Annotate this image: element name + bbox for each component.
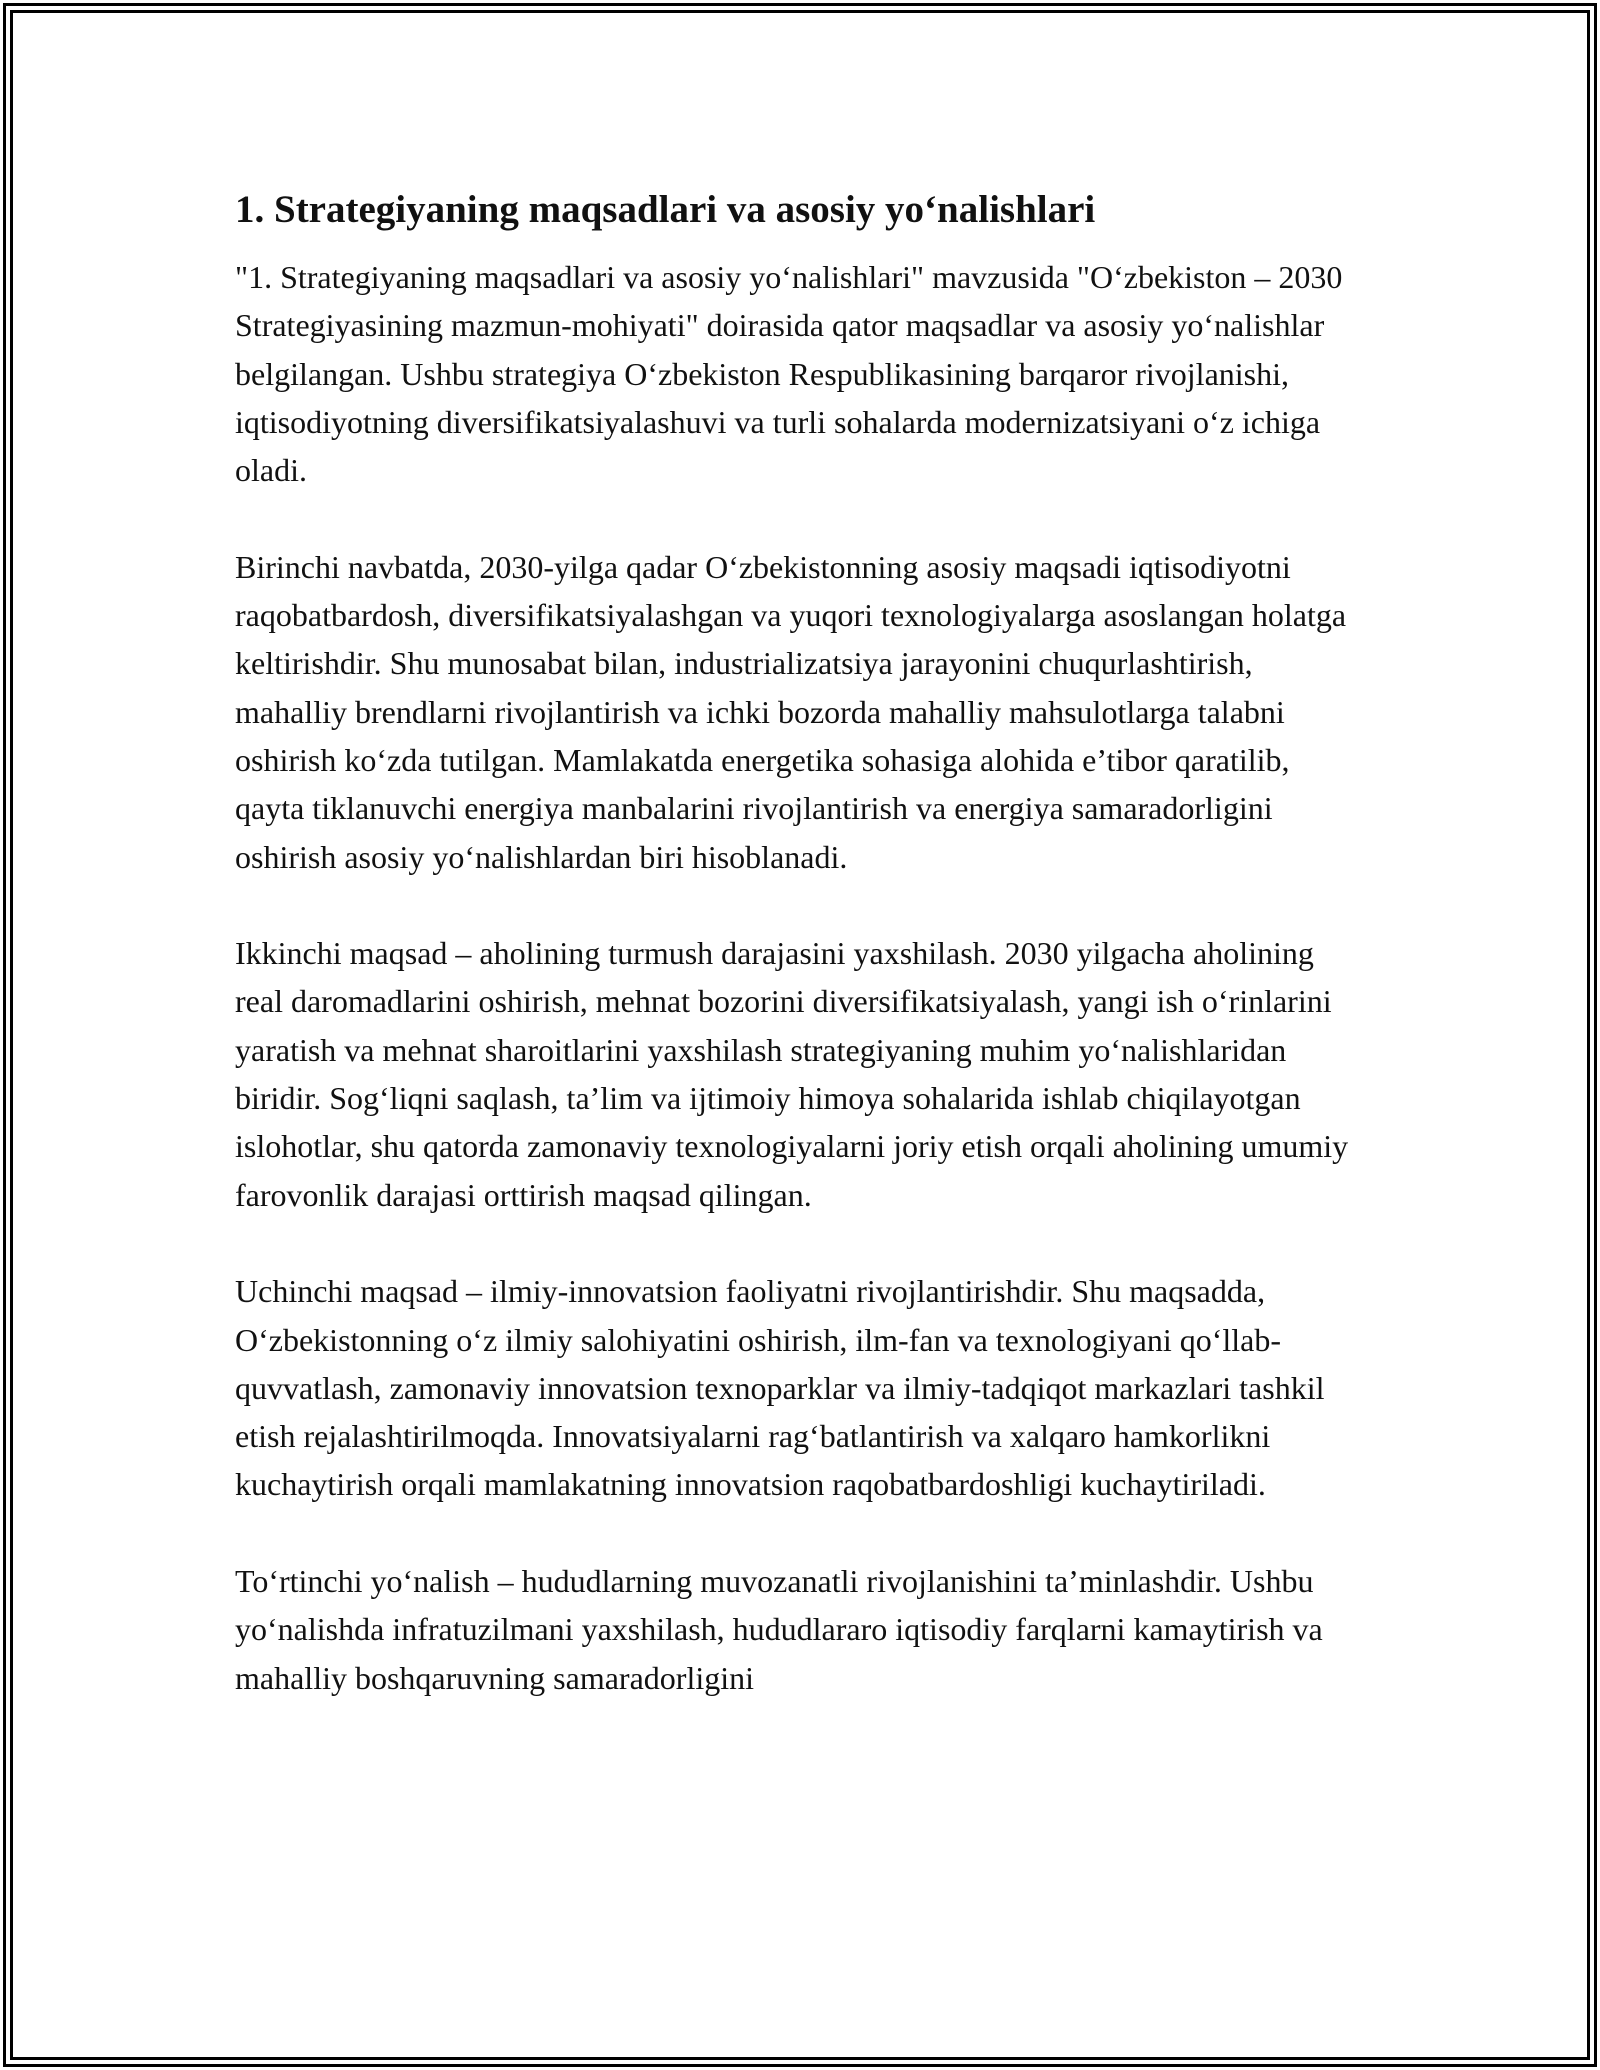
paragraph-fourth-direction: To‘rtinchi yo‘nalish – hududlarning muvozanatli rivojlanishini ta’minlashdir. Ushbu yo‘nalishda infratuzilmani yaxshilash, hududlararo iqtisodiy farqlarni kamaytirish va mahalliy boshqaruvning samaradorligini: [235, 1563, 1323, 1696]
paragraph-intro: "1. Strategiyaning maqsadlari va asosiy yo‘nalishlari" mavzusida "O‘zbekiston – 2030 Strategiyasining mazmun-mohiyati" doirasida qator maqsadlar va asosiy yo‘nalishlar belgilangan. Ushbu strategiya O‘zbekiston Respublikasining barqaror rivojlanishi, iqtisodiyotning diversifikatsiyalashuvi va turli sohalarda modernizatsiyani o‘z ichiga oladi.: [235, 259, 1343, 489]
paragraph-first-goal: Birinchi navbatda, 2030-yilga qadar O‘zbekistonning asosiy maqsadi iqtisodiyotni raqobatbardosh, diversifikatsiyalashgan va yuqori texnologiyalarga asoslangan holatga keltirishdir. Shu munosabat bilan, industrializatsiya jarayonini chuqurlashtirish, mahalliy brendlarni rivojlantirish va ichki bozorda mahalliy mahsulotlarga talabni oshirish ko‘zda tutilgan. Mamlakatda energetika sohasiga alohida e’tibor qaratilib, qayta tiklanuvchi energiya manbalarini rivojlantirish va energiya samaradorligini oshirish asosiy yo‘nalishlardan biri hisoblanadi.: [235, 548, 1347, 875]
paragraph-third-goal: Uchinchi maqsad – ilmiy-innovatsion faoliyatni rivojlantirishdir. Shu maqsadda, O‘zbekistonning o‘z ilmiy salohiyatini oshirish, ilm-fan va texnologiyani qo‘llab-quvvatlash, zamonaviy innovatsion texnoparklar va ilmiy-tadqiqot markazlari tashkil etish rejalashtirilmoqda. Innovatsiyalarni rag‘batlantirish va xalqaro hamkorlikni kuchaytirish orqali mamlakatning innovatsion raqobatbardoshligi kuchaytiriladi.: [235, 1273, 1325, 1503]
document-body: [235, 185, 1355, 1750]
section-heading: 1. Strategiyaning maqsadlari va asosiy yo‘nalishlari: [235, 188, 1096, 231]
paragraph-second-goal: Ikkinchi maqsad – aholining turmush darajasini yaxshilash. 2030 yilgacha aholining real daromadlarini oshirish, mehnat bozorini diversifikatsiyalash, yangi ish o‘rinlarini yaratish va mehnat sharoitlarini yaxshilash strategiyaning muhim yo‘nalishlaridan biridir. Sog‘liqni saqlash, ta’lim va ijtimoiy himoya sohalarida ishlab chiqilayotgan islohotlar, shu qatorda zamonaviy texnologiyalarni joriy etish orqali aholining umumiy farovonlik darajasi orttirish maqsad qilingan.: [235, 935, 1349, 1213]
